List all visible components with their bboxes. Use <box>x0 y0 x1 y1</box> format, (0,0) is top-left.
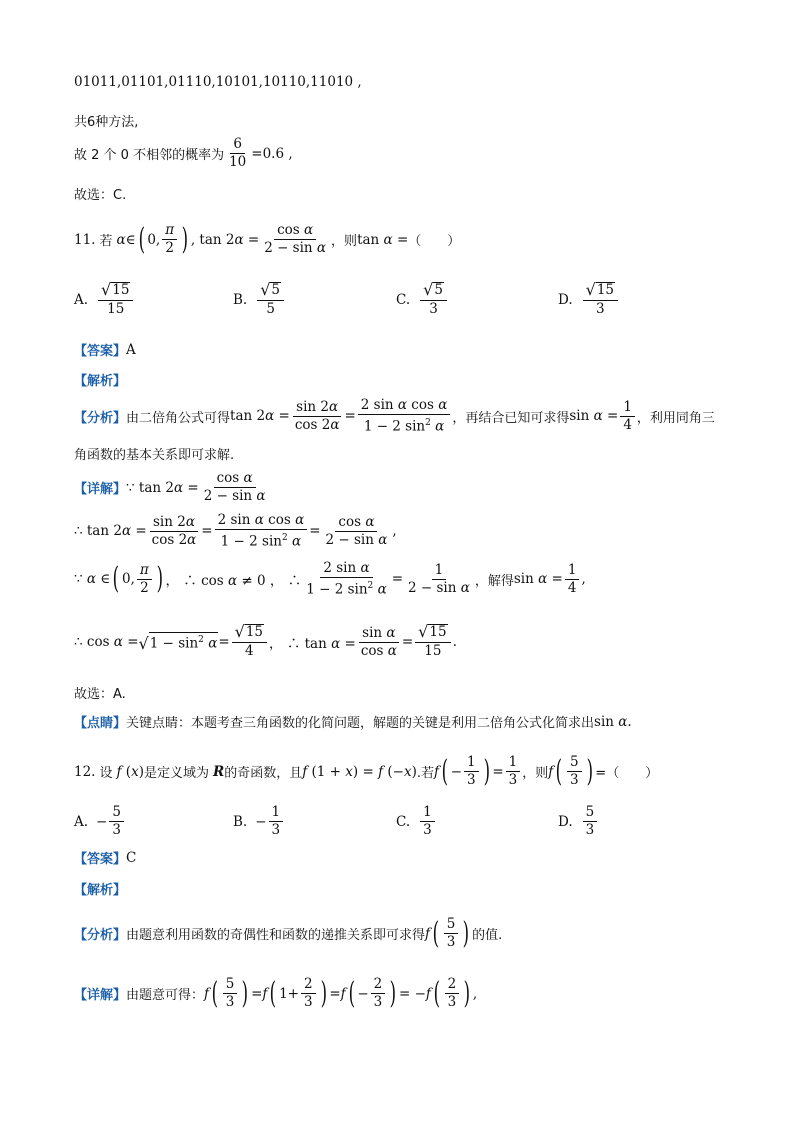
question-number: 12. <box>74 763 96 780</box>
probability-line: 故 2 个 0 不相邻的概率为 $\frac{6}{10}$ =0.6 , <box>74 136 293 170</box>
option-a[interactable]: A. − $\frac{5}{3}$ <box>74 804 126 839</box>
option-a[interactable]: A. √ 15 15 <box>74 282 135 318</box>
option-c[interactable]: C. $\frac{1}{3}$ <box>396 804 437 839</box>
option-d[interactable]: D. √ 15 3 <box>558 282 620 318</box>
combination-list: 01011,01101,01110,10101,10110,11010 , <box>74 74 362 90</box>
question-12: 12. 设 f (x) 是定义域为 R 的奇函数，且 f (1 + x) = f (−x) .若 f ( − $\frac{1}{3}$ ) = $\frac{1}{3}$ ，则 f ( $\frac{5}{3}$ ) =（ ） <box>74 753 659 789</box>
fenxi-12: 【分析】 由题意利用函数的奇偶性和函数的递推关系即可求得 f ( $\frac{5}{3}$ ) 的值. <box>74 915 503 951</box>
analysis-11-tag: 【解析】 <box>74 374 127 389</box>
question-number: 11. <box>74 231 96 248</box>
derivation-1: ∴ tan 2α = $\frac{\sin 2\alpha}{\cos 2\alpha}$ = $\frac{\text{2 sin α cos α}}{1 - 2 \sin^2 \alpha}$ = $\frac{\text{cos α}}{\text{2 − sin α}}$ , <box>74 512 397 550</box>
option-d[interactable]: D. $\frac{5}{3}$ <box>558 804 599 839</box>
option-b[interactable]: B. √ 5 5 <box>233 282 286 318</box>
option-b[interactable]: B. − $\frac{1}{3}$ <box>233 804 285 839</box>
dianjing-11: 【点睛】 关键点睛：本题考查三角函数的化简问题，解题的关键是利用二倍角公式化简求出 sin α. <box>74 713 632 731</box>
question-11: 11. 若 α ∈ ( 0, $\frac{\pi}{2}$ ) , tan 2α = $\frac{\text{cos α}}{\text{2 − sin α}}$ ，则 tan α = （ ） <box>74 221 461 257</box>
fenxi-11: 【分析】 由二倍角公式可得 tan 2α = $\frac{\sin 2\alpha}{\cos 2\alpha}$ = $\frac{\text{2 sin α cos α}}{1 - 2 \sin^2 \alpha}$ ，再结合已知可求得 sin α = $\frac{1}{4}$ ，利用同角三 <box>74 397 715 435</box>
analysis-12-tag: 【解析】 <box>74 883 127 898</box>
xiangjie-12: 【详解】 由题意可得： f ( $\frac{5}{3}$ ) = f ( 1+ $\frac{2}{3}$ ) = f ( − $\frac{2}{3}$ ) = − f ( $\frac{2}{3}$ ) , <box>74 975 478 1011</box>
derivation-3: ∴ cos α = √ $1 - \sin^2 \alpha$ = √ 15 4 ， ∴ tan α = $\frac{\text{sin α}}{\text{cos α}}$ = √ 15 15 . <box>74 622 457 659</box>
choice-c-line: 故选：C. <box>74 188 127 203</box>
conclude-11: 故选：A. <box>74 687 126 702</box>
method-count: 共6种方法, <box>74 115 139 130</box>
xiangjie-11: 【详解】 ∵ tan 2α = $\frac{\text{cos α}}{\text{2 − sin α}}$ <box>74 470 266 504</box>
option-c[interactable]: C. √ 5 3 <box>396 282 449 318</box>
answer-11: 【答案】 A <box>74 341 136 359</box>
derivation-2: ∵ α ∈ ( 0, $\frac{\pi}{2}$ ) ， ∴ cos α ≠ 0 ， ∴ $\frac{\text{2 sin α}}{1 - 2 \sin^2 \alpha}$ = $\frac{1}{\text{2 − sin α}}$ ， 解得 sin α = $\frac{1}{4}$ , <box>74 560 586 598</box>
fenxi-11-cont: 角函数的基本关系即可求解. <box>74 448 235 463</box>
answer-12: 【答案】 C <box>74 849 137 867</box>
